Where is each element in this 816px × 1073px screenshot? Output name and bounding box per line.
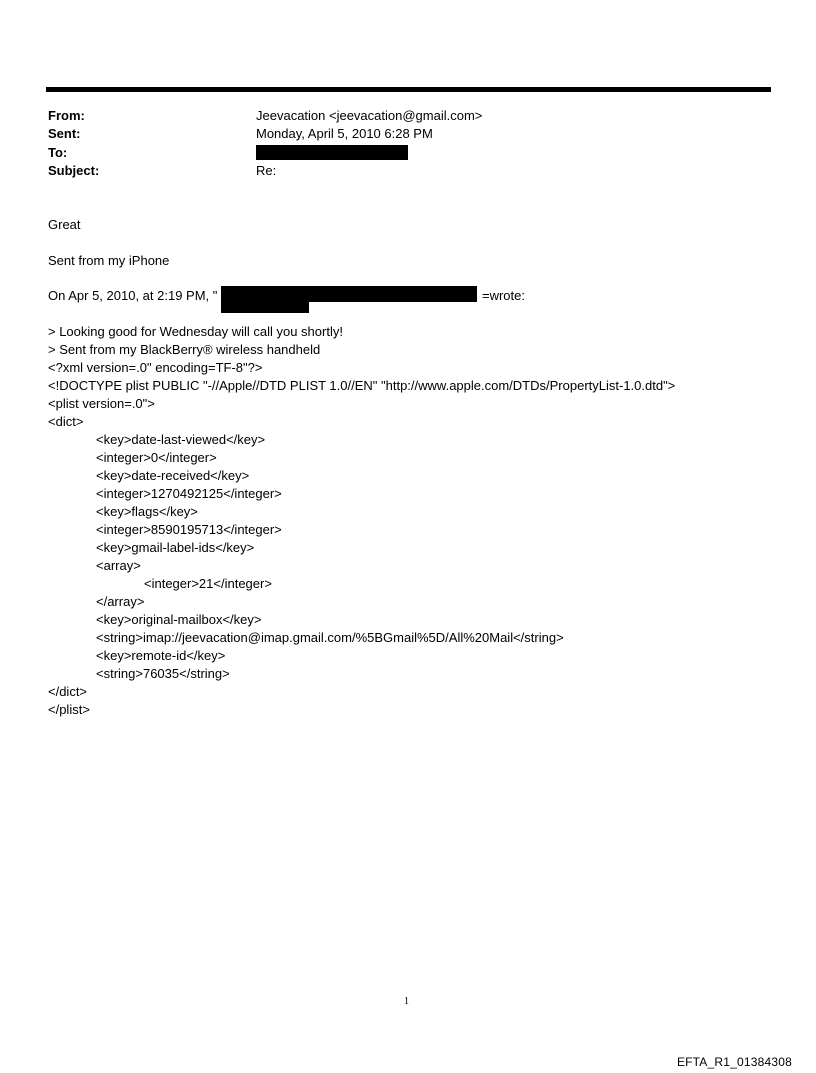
plist-line: <integer>21</integer> [144, 576, 272, 591]
subject-label: Subject: [48, 163, 100, 178]
header-divider [46, 87, 771, 92]
plist-line: <key>remote-id</key> [96, 648, 226, 663]
plist-line: <?xml version=.0" encoding=TF-8"?> [48, 360, 263, 375]
sender-redaction-right [309, 286, 477, 302]
plist-line: <string>76035</string> [96, 666, 230, 681]
plist-line: <string>imap://jeevacation@imap.gmail.com/%5BGmail%5D/All%20Mail</string> [96, 630, 564, 645]
signature-text: Sent from my iPhone [48, 253, 170, 268]
plist-line: <integer>1270492125</integer> [96, 486, 282, 501]
plist-line: <key>gmail-label-ids</key> [96, 540, 255, 555]
to-label: To: [48, 145, 68, 160]
plist-line: </plist> [48, 702, 90, 717]
greeting-text: Great [48, 217, 81, 232]
subject-value: Re: [256, 163, 277, 178]
plist-line: <plist version=.0"> [48, 396, 155, 411]
plist-line: <key>original-mailbox</key> [96, 612, 262, 627]
quote-intro-prefix: On Apr 5, 2010, at 2:19 PM, " [48, 288, 218, 303]
sent-label: Sent: [48, 126, 81, 141]
plist-line: </array> [96, 594, 145, 609]
plist-line: <key>date-last-viewed</key> [96, 432, 266, 447]
plist-line: <!DOCTYPE plist PUBLIC "-//Apple//DTD PLIST 1.0//EN" "http://www.apple.com/DTDs/PropertyList-1.0.dtd"> [48, 378, 676, 393]
page-number: 1 [404, 996, 409, 1007]
from-value: Jeevacation <jeevacation@gmail.com> [256, 108, 483, 123]
quoted-line: > Sent from my BlackBerry® wireless handheld [48, 342, 321, 357]
sent-value: Monday, April 5, 2010 6:28 PM [256, 126, 433, 141]
plist-line: <key>date-received</key> [96, 468, 250, 483]
quoted-line: > Looking good for Wednesday will call you shortly! [48, 324, 343, 339]
plist-line: <array> [96, 558, 141, 573]
plist-line: </dict> [48, 684, 88, 699]
plist-line: <integer>8590195713</integer> [96, 522, 282, 537]
plist-line: <integer>0</integer> [96, 450, 217, 465]
quote-intro-suffix: =wrote: [482, 288, 525, 303]
to-redaction [256, 145, 408, 160]
plist-line: <dict> [48, 414, 84, 429]
sender-redaction-left [221, 286, 309, 313]
from-label: From: [48, 108, 85, 123]
plist-line: <key>flags</key> [96, 504, 198, 519]
bates-number: EFTA_R1_01384308 [676, 1055, 792, 1069]
